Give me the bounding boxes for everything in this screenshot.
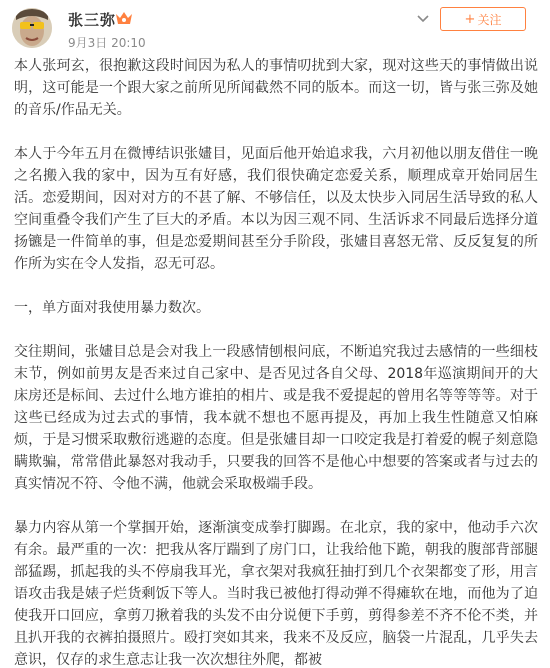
post-content [14,55,538,668]
follow-plus-icon: + [464,11,476,27]
avatar[interactable] [12,8,52,48]
post-paragraph: 暴力内容从第一个掌掴开始，逐渐演变成拳打脚踢。在北京，我的家中，他动手六次有余。最严重的一次：把我从客厅踹到了房门口，让我给他下跪，朝我的腹部背部腿部猛踢，抓起我的头不停扇我耳光，拿衣架对我疯狂抽打到几个衣架都变了形，用言语攻击我是婊子烂货剩饭下等人。当时我已被他打得动弹不得瘫软在地，而他为了迫使我开口回应，拿剪刀揪着我的头发不由分说便下手剪，剪得参差不齐不伦不类，并且扒开我的衣裤拍摄照片。殴打突如其来，我来不及反应，脑袋一片混乱，几乎失去意识，仅存的求生意志让我一次次想往外爬，都被 [14,520,538,668]
user-name[interactable]: 张三弥 [68,11,117,29]
post-time[interactable]: 9月3日 20:10 [68,36,146,50]
post-paragraph: 本人张珂玄，很抱歉这段时间因为私人的事情叨扰到大家，现对这些天的事情做出说明，这可能是一个跟大家之前所见所闻截然不同的版本。而这一切，皆与张三弥及她的音乐/作品无关。 [14,58,538,118]
follow-button[interactable] [440,7,526,31]
chevron-down-icon[interactable] [415,13,431,25]
member-crown-icon[interactable] [114,10,134,26]
follow-label: 关注 [477,12,502,27]
post-paragraph: 本人于今年五月在微博结识张嫿目，见面后他开始追求我，六月初他以朋友借住一晚之名搬入我的家中，因为互有好感，我们很快确定恋爱关系，顺理成章开始同居生活。恋爱期间，因对对方的不甚了解、不够信任，以及太快步入同居生活导致的私人空间重叠令我们产生了巨大的矛盾。本以为因三观不同、生活诉求不同最后选择分道扬镳是一件简单的事，但是恋爱期间甚至分手阶段，张嫿目喜怒无常、反反复复的所作所为实在令人发指，忍无可忍。 [14,146,538,272]
post-header [0,0,550,60]
post-paragraph: 交往期间，张嫿目总是会对我上一段感情刨根问底，不断追究我过去感情的一些细枝末节，例如前男友是否来过自己家中、是否见过各自父母、2018年巡演期间开的大床房还是标间、去过什么地方谁拍的相片、或是我不爱提起的曾用名等等等等。对于这些已经成为过去式的事情，我本就不想也不愿再提及，再加上我生性随意又怕麻烦，于是习惯采取敷衍逃避的态度。但是张嫿目却一口咬定我是打着爱的幌子刻意隐瞒欺骗，常常借此暴怒对我动手，只要我的回答不是他心中想要的答案或者与过去的真实情况不符、令他不满，他就会采取极端手段。 [14,344,538,492]
post-paragraph: 一，单方面对我使用暴力数次。 [14,300,210,316]
